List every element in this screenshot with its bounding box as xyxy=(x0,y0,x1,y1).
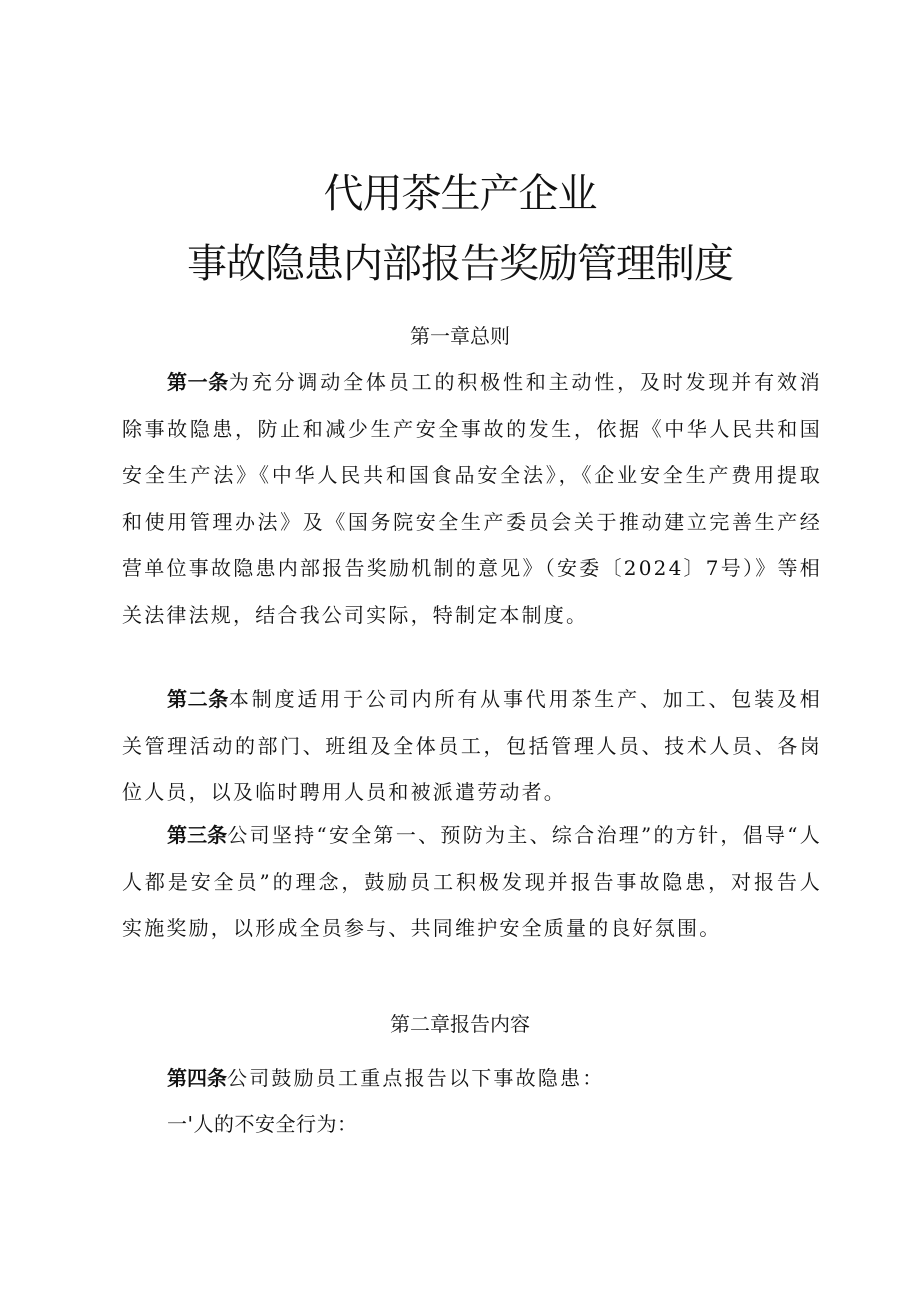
article-label: 第二条 xyxy=(167,687,229,711)
article-text: 本制度适用于公司内所有从事代用茶生产、加工、包装及相关管理活动的部门、班组及全体员工，包括管理人员、技术人员、各岗位人员，以及临时聘用人员和被派遣劳动者。 xyxy=(122,687,823,804)
article-1 xyxy=(122,359,822,638)
document-title-line1: 代用茶生产企业 xyxy=(323,171,597,217)
article-label: 第一条 xyxy=(167,370,229,394)
article-4 xyxy=(122,1055,822,1102)
chapter-heading-2: 第二章报告内容 xyxy=(390,1012,530,1036)
article-3 xyxy=(122,812,822,952)
list-item-1: 一'人的不安全行为： xyxy=(167,1112,358,1136)
article-label: 第四条 xyxy=(167,1066,227,1090)
article-text: 为充分调动全体员工的积极性和主动性，及时发现并有效消除事故隐患，防止和减少生产安全事故的发生，依据《中华人民共和国安全生产法》《中华人民共和国食品安全法》，《企业安全生产费用提取和使用管理办法》及《国务院安全生产委员会关于推动建立完善生产经营单位事故隐患内部报告奖励机制的意见》（安委〔2024〕7号）》等相关法律法规，结合我公司实际，特制定本制度。 xyxy=(122,370,823,627)
document-title-line2: 事故隐患内部报告奖励管理制度 xyxy=(187,241,733,287)
article-label: 第三条 xyxy=(167,823,228,847)
chapter-heading-1: 第一章总则 xyxy=(410,324,510,348)
article-text: 公司坚持“安全第一、预防为主、综合治理”的方针，倡导“人人都是安全员”的理念，鼓励员工积极发现并报告事故隐患，对报告人实施奖励，以形成全员参与、共同维护安全质量的良好氛围。 xyxy=(122,823,823,940)
article-text: 公司鼓励员工重点报告以下事故隐患： xyxy=(227,1066,605,1090)
article-2 xyxy=(122,676,822,816)
